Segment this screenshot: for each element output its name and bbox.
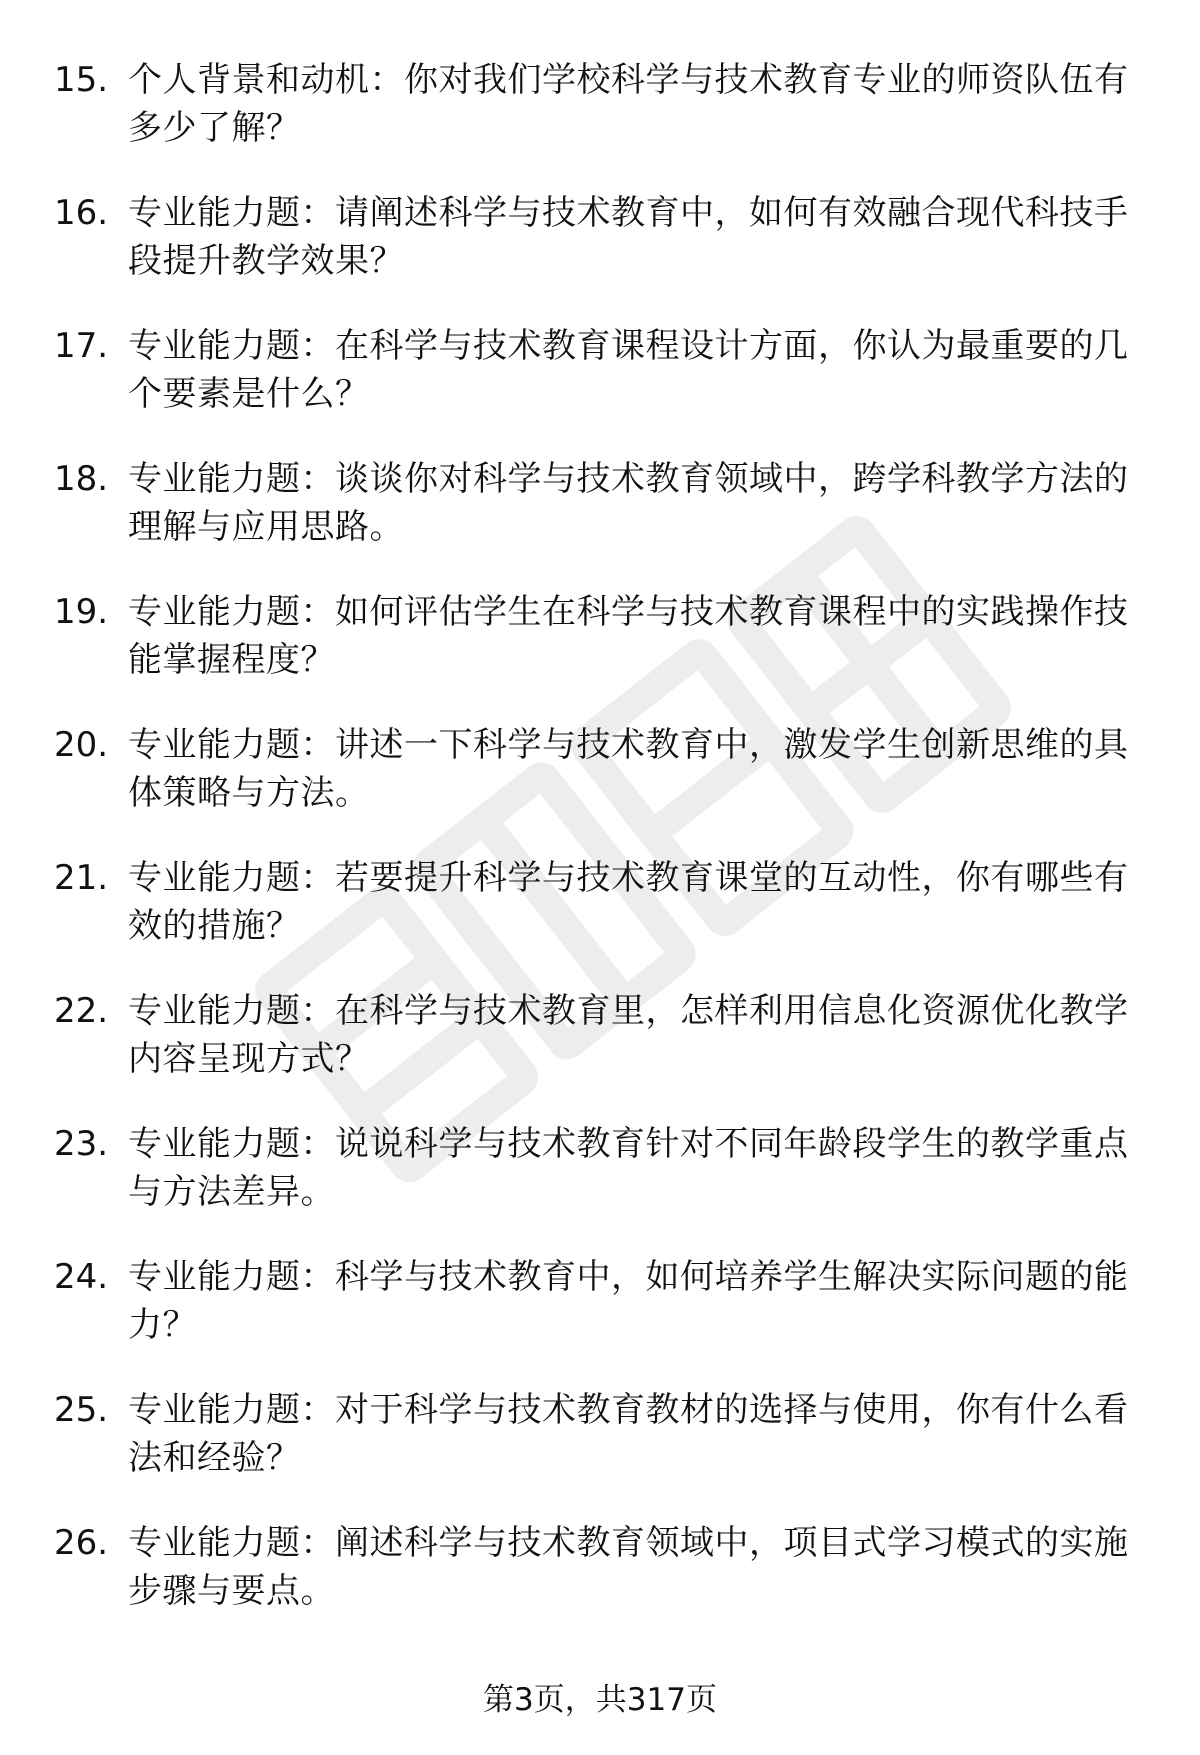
question-item — [0, 721, 1200, 828]
question-text: 专业能力题：讲述一下科学与技术教育中，激发学生创新思维的具体策略与方法。 — [128, 725, 1129, 813]
question-text: 专业能力题：如何评估学生在科学与技术教育课程中的实践操作技能掌握程度？ — [128, 592, 1129, 680]
question-item — [0, 1253, 1200, 1360]
question-number: 22. — [54, 991, 109, 1031]
question-text: 专业能力题：阐述科学与技术教育领域中，项目式学习模式的实施步骤与要点。 — [128, 1523, 1129, 1611]
question-text: 专业能力题：若要提升科学与技术教育课堂的互动性，你有哪些有效的措施？ — [128, 858, 1129, 946]
question-number: 16. — [54, 193, 109, 233]
question-number: 21. — [54, 858, 109, 898]
question-text: 专业能力题：在科学与技术教育里，怎样利用信息化资源优化教学内容呈现方式？ — [128, 991, 1129, 1079]
question-item — [0, 1120, 1200, 1227]
question-item — [0, 1519, 1200, 1626]
question-item — [0, 854, 1200, 961]
question-list — [0, 56, 1200, 1652]
question-text: 专业能力题：对于科学与技术教育教材的选择与使用，你有什么看法和经验？ — [128, 1390, 1129, 1478]
question-item — [0, 322, 1200, 429]
question-text: 专业能力题：科学与技术教育中，如何培养学生解决实际问题的能力？ — [128, 1257, 1129, 1345]
question-text: 专业能力题：说说科学与技术教育针对不同年龄段学生的教学重点与方法差异。 — [128, 1124, 1129, 1212]
question-number: 26. — [54, 1523, 109, 1563]
question-number: 24. — [54, 1257, 109, 1297]
question-item — [0, 588, 1200, 695]
question-text: 专业能力题：在科学与技术教育课程设计方面，你认为最重要的几个要素是什么？ — [128, 326, 1129, 414]
question-item — [0, 189, 1200, 296]
question-number: 20. — [54, 725, 109, 765]
question-text: 个人背景和动机：你对我们学校科学与技术教育专业的师资队伍有多少了解？ — [128, 60, 1129, 148]
page-number-footer: 第3页，共317页 — [483, 1682, 717, 1718]
question-text: 专业能力题：谈谈你对科学与技术教育领域中，跨学科教学方法的理解与应用思路。 — [128, 459, 1129, 547]
question-text: 专业能力题：请阐述科学与技术教育中，如何有效融合现代科技手段提升教学效果？ — [128, 193, 1129, 281]
question-item — [0, 1386, 1200, 1493]
question-item — [0, 455, 1200, 562]
question-number: 17. — [54, 326, 109, 366]
question-item — [0, 987, 1200, 1094]
question-number: 19. — [54, 592, 109, 632]
question-item — [0, 56, 1200, 163]
question-number: 23. — [54, 1124, 109, 1164]
question-number: 25. — [54, 1390, 109, 1430]
question-number: 15. — [54, 60, 109, 100]
question-number: 18. — [54, 459, 109, 499]
